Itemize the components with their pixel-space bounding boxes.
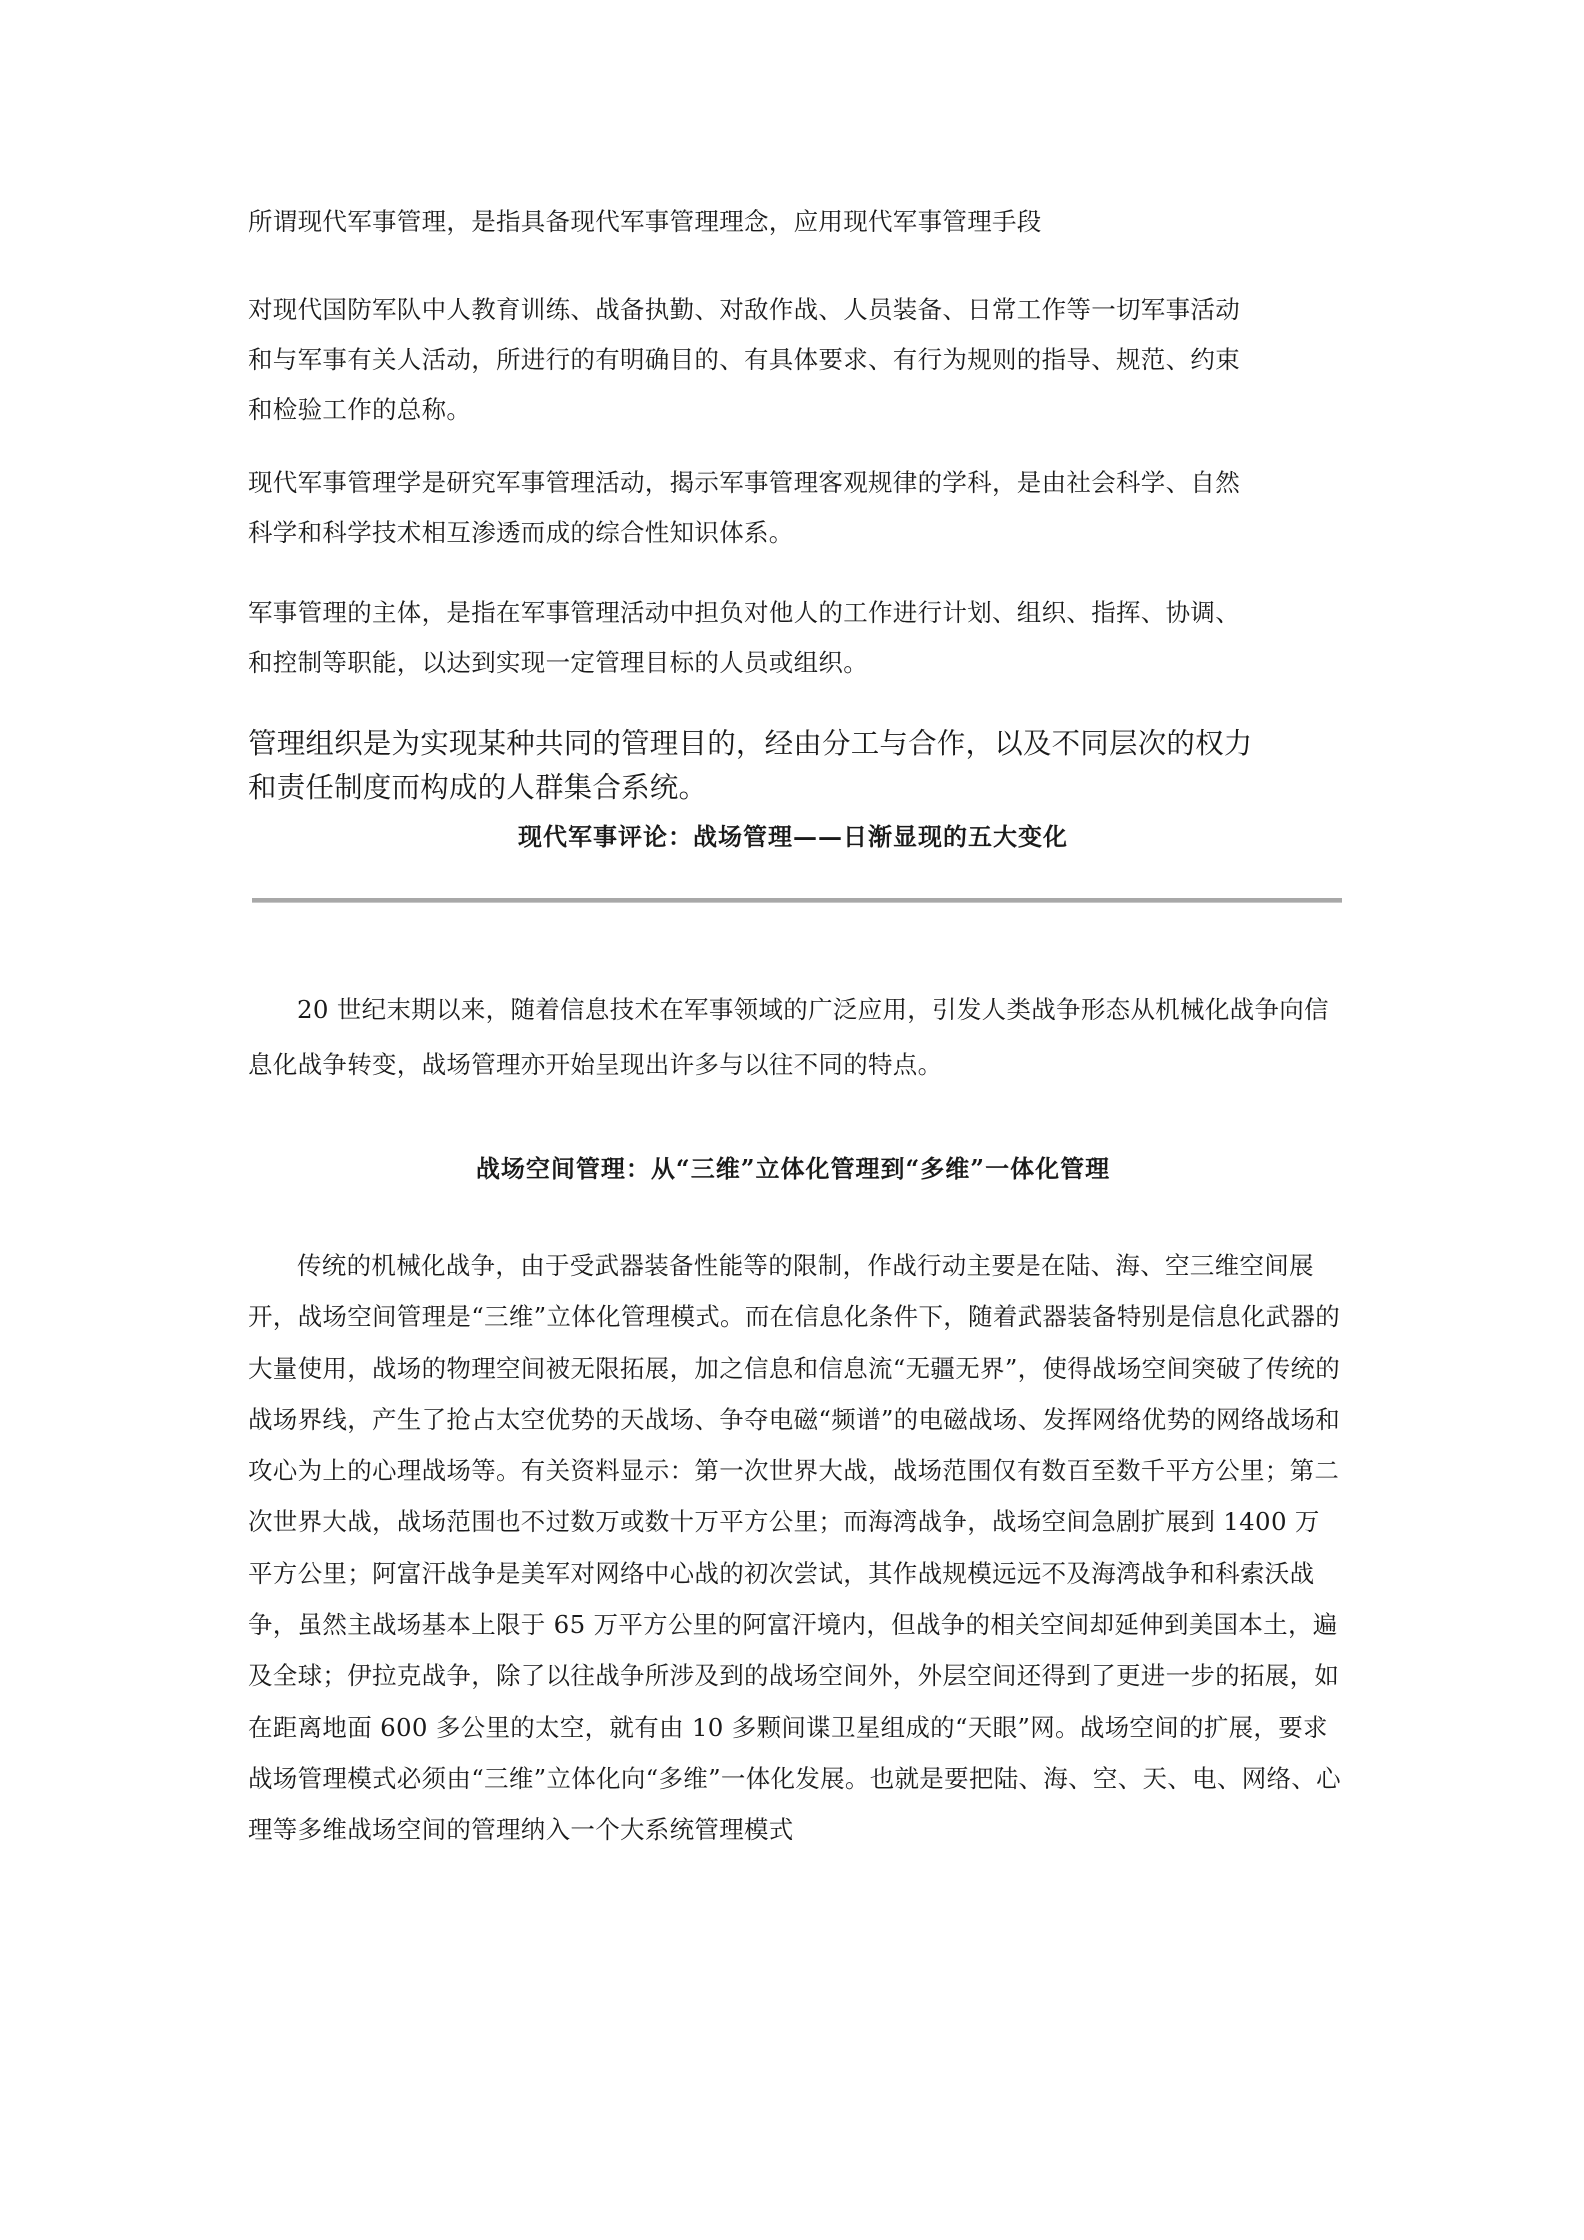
intro-paragraph-organization: 管理组织是为实现某种共同的管理目的，经由分工与合作，以及不同层次的权力 和责任制度而构成的人群集合系统。 [248,727,1253,804]
article-lead-paragraph: 20 世纪末期以来，随着信息技术在军事领域的广泛应用，引发人类战争形态从机械化战争向信息化战争转变，战场管理亦开始呈现出许多与以往不同的特点。 [248,995,1329,1079]
intro-paragraph-scope: 对现代国防军队中人教育训练、战备执勤、对敌作战、人员装备、日常工作等一切军事活动 和与军事有关人活动，所进行的有明确目的、有具体要求、有行为规则的指导、规范、约束 和检验工作的总称。 [248,295,1240,424]
section-body-battlefield-space: 传统的机械化战争，由于受武器装备性能等的限制，作战行动主要是在陆、海、空三维空间展开，战场空间管理是“三维”立体化管理模式。而在信息化条件下，随着武器装备特别是信息化武器的大量使用，战场的物理空间被无限拓展，加之信息和信息流“无疆无界”，使得战场空间突破了传统的战场界线，产生了抢占太空优势的天战场、争夺电磁“频谱”的电磁战场、发挥网络优势的网络战场和攻心为上的心理战场等。有关资料显示：第一次世界大战，战场范围仅有数百至数千平方公里；第二次世界大战，战场范围也不过数万或数十万平方公里；而海湾战争，战场空间急剧扩展到 1400 万平方公里；阿富汗战争是美军对网络中心战的初次尝试，其作战规模远远不及海湾战争和科索沃战争，虽然主战场基本上限于 65 万平方公里的阿富汗境内，但战争的相关空间却延伸到美国本土，遍及全球；伊拉克战争，除了以往战争所涉及到的战场空间外，外层空间还得到了更进一步的拓展，如在距离地面 600 多公里的太空，就有由 10 多颗间谍卫星组成的“天眼”网。战场空间的扩展，要求战场管理模式必须由“三维”立体化向“多维”一体化发展。也就是要把陆、海、空、天、电、网络、心理等多维战场空间的管理纳入一个大系统管理模式 [248,1251,1341,1845]
article-title: 现代军事评论：战场管理——日渐显现的五大变化 [518,822,1068,851]
section-heading-battlefield-space: 战场空间管理：从“三维”立体化管理到“多维”一体化管理 [475,1154,1111,1183]
intro-paragraph-discipline: 现代军事管理学是研究军事管理活动，揭示军事管理客观规律的学科，是由社会科学、自然 科学和科学技术相互渗透而成的综合性知识体系。 [248,468,1240,547]
intro-paragraph-definition: 所谓现代军事管理，是指具备现代军事管理理念，应用现代军事管理手段 [248,207,1042,236]
intro-paragraph-subject: 军事管理的主体，是指在军事管理活动中担负对他人的工作进行计划、组织、指挥、协调、 和控制等职能，以达到实现一定管理目标的人员或组织。 [248,598,1240,677]
title-divider [252,898,1342,903]
